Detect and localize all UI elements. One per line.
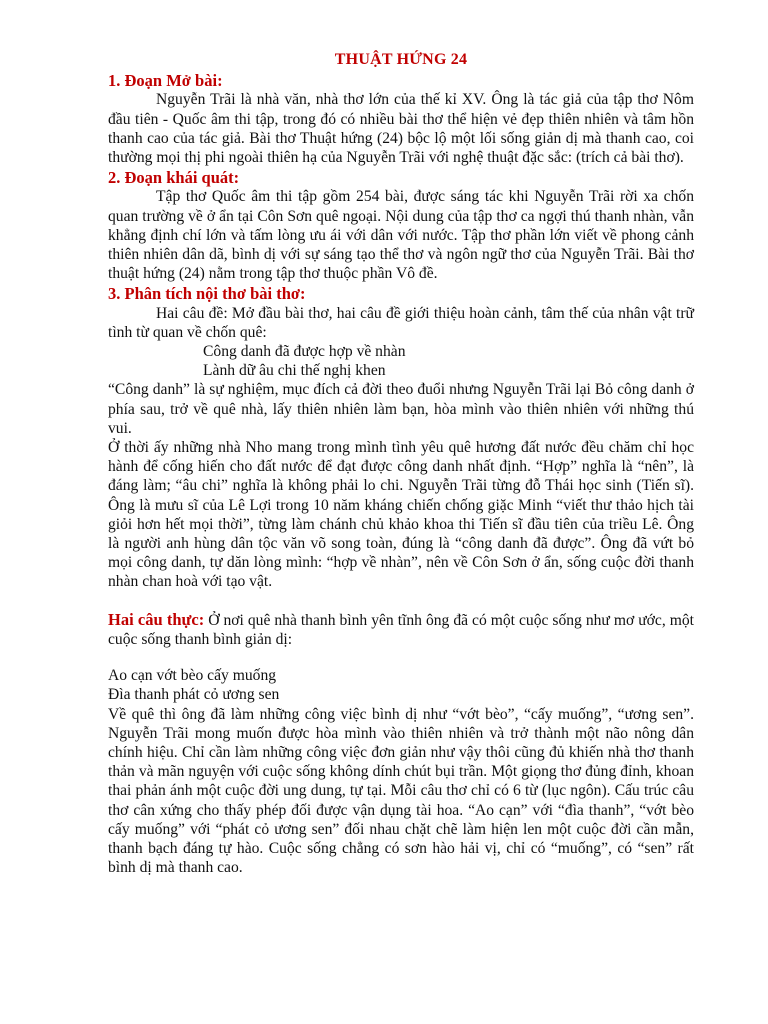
section-4-label: Hai câu thực: xyxy=(108,609,205,629)
poem-line-4: Đìa thanh phát cỏ ương sen xyxy=(108,686,280,704)
poem-line-1: Công danh đã được hợp về nhàn xyxy=(203,343,406,361)
section-1-heading: 1. Đoạn Mở bài: xyxy=(108,71,223,91)
poem-line-3: Ao cạn vớt bèo cấy muống xyxy=(108,667,277,685)
poem-line-2: Lành dữ âu chi thế nghị khen xyxy=(203,362,386,380)
document-body xyxy=(108,50,694,877)
section-3-paragraph-1: “Công danh” là sự nghiệm, mục đích cả đời theo đuổi nhưng Nguyễn Trãi lại Bỏ công danh ở phía sau, trở về quê nhà, lấy thiên nhiên làm bạn, hòa mình vào thiên nhiên với những thú vui. xyxy=(108,381,694,437)
section-1-paragraph: Nguyễn Trãi là nhà văn, nhà thơ lớn của thế kỉ XV. Ông là tác giả của tập thơ Nôm đầu tiên - Quốc âm thi tập, trong đó có nhiều bài thơ thể hiện vẻ đẹp thiên nhiên và tâm hồn thanh cao của tác giả. Bài thơ Thuật hứng (24) bộc lộ một lối sống giản dị mà thanh cao, coi thường mọi thị phi ngoài thiên hạ của Nguyễn Trãi với nghệ thuật đặc sắc: (trích cả bài thơ). xyxy=(108,91,694,167)
section-4-paragraph: Về quê thì ông đã làm những công việc bình dị như “vớt bèo”, “cấy muống”, “ương sen”. Nguyễn Trãi mong muốn được hòa mình vào thiên nhiên và trở thành một não nông dân chính hiệu. Chỉ cần làm những công việc đơn giản như vậy thôi cũng đủ khiến nhà thơ thanh thản và mãn nguyện với cuộc sống không dính chút bụi trần. Một giọng thơ đủng đỉnh, khoan thai phản ánh một cuộc đời ung dung, tự tại. Mỗi câu thơ chỉ có 6 từ (lục ngôn). Cấu trúc câu thơ cân xứng cho thấy phép đối được vận dụng tài hoa. “Ao cạn” với “đìa thanh”, “vớt bèo cấy muống” với “phát cỏ ương sen” đối nhau chặt chẽ làm hiện len một cuộc đời cần mẫn, thanh bạch đáng tự hào. Cuộc sống chẳng có sơn hào hải vị, chỉ có “muống”, có “sen” rất bình dị mà thanh cao. xyxy=(108,705,694,877)
section-3-heading: 3. Phân tích nội thơ bài thơ: xyxy=(108,284,306,304)
section-2-heading: 2. Đoạn khái quát: xyxy=(108,168,240,188)
section-3-paragraph-2: Ở thời ấy những nhà Nho mang trong mình tình yêu quê hương đất nước đều chăm chỉ học hành để cống hiến cho đất nước để đạt được công danh nhất định. “Hợp” nghĩa là “nên”, là đáng làm; “âu chi” nghĩa là không phải lo chi. Nguyễn Trãi từng đỗ Thái học sinh (Tiến sĩ). Ông là mưu sĩ của Lê Lợi trong 10 năm kháng chiến chống giặc Minh “viết thư thảo hịch tài giỏi hơn hết mọi thời”, từng làm chánh chủ khảo khoa thi Tiến sĩ đầu tiên của triều Lê. Ông là người anh hùng dân tộc văn võ song toàn, đúng là “công danh đã được”. Ông đã vứt bỏ mọi công danh, tự dăn lòng mình: “hợp về nhàn”, nên về Côn Sơn ở ẩn, sống cuộc đời thanh nhàn chan hoà với tạo vật. xyxy=(108,439,694,591)
section-4-intro xyxy=(108,610,694,649)
section-4-intro-text: Ở nơi quê nhà thanh bình yên tĩnh ông đã có một cuộc sống như mơ ước, một cuộc sống thanh bình giản dị: xyxy=(108,611,694,648)
section-2-paragraph: Tập thơ Quốc âm thi tập gồm 254 bài, được sáng tác khi Nguyễn Trãi rời xa chốn quan trường về ở ẩn tại Côn Sơn quê ngoại. Nội dung của tập thơ ca ngợi thú thanh nhàn, vẫn khẳng định chí lớn và tấm lòng ưu ái với dân với nước. Tập thơ phần lớn viết về phong cảnh thiên nhiên dân dã, bình dị với sự sáng tạo thể thơ và ngôn ngữ thơ của Nguyễn Trãi. Bài thơ thuật hứng (24) nằm trong tập thơ thuộc phần Vô đề. xyxy=(108,188,694,283)
spacer xyxy=(108,649,694,666)
section-3-intro: Hai câu đề: Mở đầu bài thơ, hai câu đề giới thiệu hoàn cảnh, tâm thế của nhân vật trữ tình từ quan về chốn quê: xyxy=(108,304,694,341)
document-title: THUẬT HỨNG 24 xyxy=(334,51,468,68)
spacer xyxy=(108,592,694,610)
